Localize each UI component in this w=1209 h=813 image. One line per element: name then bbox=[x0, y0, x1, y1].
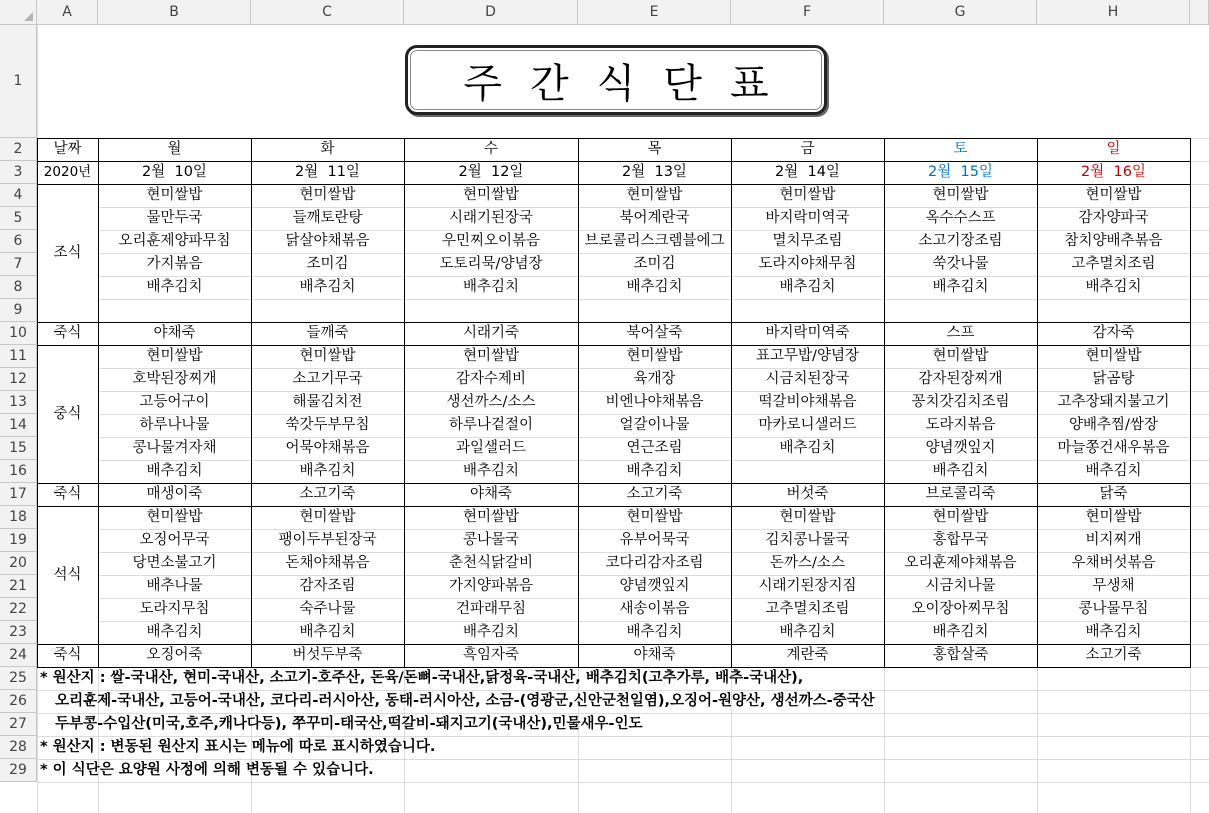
border-h bbox=[37, 184, 1191, 185]
porridge-item-cell[interactable]: 소고기죽 bbox=[299, 486, 356, 503]
dinner-item-cell[interactable]: 무생채 bbox=[1092, 578, 1135, 595]
dinner-item-cell[interactable]: 우채버섯볶음 bbox=[1071, 555, 1156, 572]
breakfast-item-cell[interactable] bbox=[404, 299, 578, 322]
breakfast-item-cell[interactable]: 바지락미역국 bbox=[765, 210, 850, 227]
dinner-item-cell[interactable]: 배추나물 bbox=[146, 578, 203, 595]
lunch-item-cell[interactable]: 하루나겉절이 bbox=[448, 417, 534, 434]
dinner-item-cell[interactable]: 숙주나물 bbox=[299, 601, 356, 618]
lunch-item-cell[interactable]: 배추김치 bbox=[626, 463, 683, 480]
border-v bbox=[98, 138, 99, 668]
row-header-29[interactable]: 29 bbox=[0, 759, 37, 782]
lunch-item-cell[interactable]: 배추김치 bbox=[462, 463, 520, 480]
lunch-item-cell[interactable]: 마카로니샐러드 bbox=[758, 417, 857, 434]
dinner-label-cell[interactable]: 석식 bbox=[53, 566, 82, 583]
day-header-7[interactable]: 일 bbox=[1106, 141, 1121, 158]
row-header-9[interactable]: 9 bbox=[0, 299, 37, 322]
dinner-item-cell[interactable]: 현미쌀밥 bbox=[146, 509, 203, 526]
lunch-item-cell[interactable]: 하루나나물 bbox=[139, 417, 210, 434]
date-label-cell[interactable]: 날짜 bbox=[53, 141, 82, 158]
note-line-3: 두부콩-수입산(미국,호주,캐나다등), 쭈꾸미-태국산,떡갈비-돼지고기(국내산),민물새우-인도 bbox=[40, 716, 643, 733]
dinner-item-cell[interactable]: 돈까스/소스 bbox=[770, 555, 845, 572]
dinner-item-cell[interactable]: 감자조림 bbox=[299, 578, 356, 595]
lunch-item-cell[interactable] bbox=[731, 460, 884, 483]
porridge-label-cell[interactable]: 죽식 bbox=[53, 486, 82, 503]
porridge-item-cell[interactable]: 소고기죽 bbox=[626, 486, 683, 503]
lunch-item-cell[interactable]: 마늘쫑건새우볶음 bbox=[1057, 440, 1170, 457]
row-header-11[interactable]: 11 bbox=[0, 345, 37, 368]
porridge-item-cell[interactable]: 버섯두부죽 bbox=[292, 647, 363, 664]
row-header-17[interactable]: 17 bbox=[0, 483, 37, 506]
row-header-12[interactable]: 12 bbox=[0, 368, 37, 391]
breakfast-item-cell[interactable]: 소고기장조림 bbox=[918, 233, 1003, 250]
lunch-item-cell[interactable]: 소고기무국 bbox=[292, 371, 363, 388]
dinner-item-cell[interactable]: 배추김치 bbox=[299, 624, 356, 641]
porridge-label-cell[interactable]: 죽식 bbox=[53, 647, 82, 664]
note-line-4: * 원산지 : 변동된 원산지 표시는 메뉴에 따로 표시하였습니다. bbox=[40, 739, 436, 756]
row-header-4[interactable]: 4 bbox=[0, 184, 37, 207]
porridge-item-cell[interactable]: 오징어죽 bbox=[146, 647, 203, 664]
porridge-item-cell[interactable]: 시래기죽 bbox=[462, 325, 520, 342]
lunch-item-cell[interactable]: 양념깻잎지 bbox=[925, 440, 996, 457]
date-cell-1[interactable]: 2월 10일 bbox=[142, 164, 207, 181]
porridge-item-cell[interactable]: 감자죽 bbox=[1092, 325, 1135, 342]
breakfast-item-cell[interactable]: 옥수수스프 bbox=[925, 210, 996, 227]
row-header-28[interactable]: 28 bbox=[0, 736, 37, 759]
breakfast-item-cell[interactable]: 배추김치 bbox=[146, 279, 203, 296]
dinner-item-cell[interactable]: 배추김치 bbox=[462, 624, 520, 641]
border-h bbox=[37, 345, 1191, 346]
dinner-item-cell[interactable]: 현미쌀밥 bbox=[299, 509, 356, 526]
lunch-item-cell[interactable]: 현미쌀밥 bbox=[1085, 348, 1142, 365]
column-header-h[interactable]: H bbox=[1037, 0, 1190, 25]
dinner-item-cell[interactable]: 오징어무국 bbox=[139, 532, 210, 549]
row-header-23[interactable]: 23 bbox=[0, 621, 37, 644]
dinner-item-cell[interactable]: 배추김치 bbox=[932, 624, 989, 641]
dinner-item-cell[interactable]: 건파래무침 bbox=[455, 601, 527, 618]
porridge-item-cell[interactable]: 야채죽 bbox=[153, 325, 196, 342]
breakfast-item-cell[interactable]: 배추김치 bbox=[932, 279, 989, 296]
row-header-26[interactable]: 26 bbox=[0, 690, 37, 713]
dinner-item-cell[interactable]: 콩나물무침 bbox=[1078, 601, 1149, 618]
breakfast-item-cell[interactable]: 참치양배추볶음 bbox=[1064, 233, 1163, 250]
dinner-item-cell[interactable]: 시래기된장지짐 bbox=[758, 578, 857, 595]
row-header-13[interactable]: 13 bbox=[0, 391, 37, 414]
border-v bbox=[578, 138, 579, 668]
breakfast-item-cell[interactable]: 쑥갓나물 bbox=[932, 256, 989, 273]
porridge-item-cell[interactable]: 스프 bbox=[946, 325, 975, 342]
border-v bbox=[731, 138, 732, 668]
date-cell-3[interactable]: 2월 12일 bbox=[458, 164, 524, 181]
date-cell-7[interactable]: 2월 16일 bbox=[1081, 164, 1146, 181]
lunch-item-cell[interactable]: 해물김치전 bbox=[292, 394, 363, 411]
dinner-item-cell[interactable]: 홍합무국 bbox=[932, 532, 989, 549]
breakfast-item-cell[interactable]: 배추김치 bbox=[1085, 279, 1142, 296]
lunch-item-cell[interactable]: 호박된장찌개 bbox=[132, 371, 217, 388]
breakfast-item-cell[interactable]: 현미쌀밥 bbox=[779, 187, 836, 204]
merged-mask bbox=[38, 346, 98, 483]
porridge-item-cell[interactable]: 브로콜리죽 bbox=[925, 486, 996, 503]
lunch-item-cell[interactable]: 현미쌀밥 bbox=[146, 348, 203, 365]
dinner-item-cell[interactable]: 도라지무침 bbox=[139, 601, 210, 618]
dinner-item-cell[interactable]: 오이장아찌무침 bbox=[911, 601, 1010, 618]
note-line-5: * 이 식단은 요양원 사정에 의해 변동될 수 있습니다. bbox=[40, 762, 374, 779]
breakfast-item-cell[interactable]: 시래기된장국 bbox=[448, 210, 534, 227]
porridge-item-cell[interactable]: 야채죽 bbox=[633, 647, 676, 664]
row-header-1[interactable]: 1 bbox=[0, 25, 37, 138]
lunch-item-cell[interactable]: 현미쌀밥 bbox=[462, 348, 520, 365]
lunch-item-cell[interactable]: 고등어구이 bbox=[139, 394, 210, 411]
breakfast-item-cell[interactable]: 닭살야채볶음 bbox=[285, 233, 370, 250]
border-h bbox=[37, 161, 1191, 162]
column-header-filler bbox=[1190, 0, 1209, 25]
gridline-h bbox=[37, 782, 1209, 783]
day-header-1[interactable]: 월 bbox=[167, 141, 182, 158]
border-v bbox=[884, 138, 885, 668]
row-header-20[interactable]: 20 bbox=[0, 552, 37, 575]
merged-mask bbox=[38, 507, 98, 644]
lunch-item-cell[interactable]: 쑥갓두부무침 bbox=[285, 417, 370, 434]
lunch-item-cell[interactable]: 배추김치 bbox=[779, 440, 836, 457]
select-all-corner[interactable] bbox=[0, 0, 37, 25]
row-header-2[interactable]: 2 bbox=[0, 138, 37, 161]
dinner-item-cell[interactable]: 새송이볶음 bbox=[619, 601, 690, 618]
lunch-item-cell[interactable]: 현미쌀밥 bbox=[626, 348, 683, 365]
breakfast-item-cell[interactable]: 가지볶음 bbox=[146, 256, 203, 273]
dinner-item-cell[interactable]: 가지양파볶음 bbox=[448, 578, 534, 595]
porridge-item-cell[interactable]: 야채죽 bbox=[469, 486, 513, 503]
breakfast-item-cell[interactable]: 물만두국 bbox=[146, 210, 203, 227]
breakfast-item-cell[interactable] bbox=[251, 299, 404, 322]
porridge-item-cell[interactable]: 닭죽 bbox=[1099, 486, 1128, 503]
lunch-item-cell[interactable]: 배추김치 bbox=[1085, 463, 1142, 480]
column-header-f[interactable]: F bbox=[731, 0, 884, 25]
porridge-item-cell[interactable]: 버섯죽 bbox=[786, 486, 829, 503]
row-header-8[interactable]: 8 bbox=[0, 276, 37, 299]
lunch-label-cell[interactable]: 중식 bbox=[53, 405, 82, 422]
border-h bbox=[37, 483, 1191, 484]
breakfast-item-cell[interactable]: 현미쌀밥 bbox=[932, 187, 989, 204]
row-header-7[interactable]: 7 bbox=[0, 253, 37, 276]
row-header-21[interactable]: 21 bbox=[0, 575, 37, 598]
border-v bbox=[404, 138, 405, 668]
breakfast-item-cell[interactable]: 고추멸치조림 bbox=[1071, 256, 1156, 273]
date-cell-5[interactable]: 2월 14일 bbox=[775, 164, 840, 181]
sheet-title: 주간식단표 bbox=[463, 60, 797, 107]
lunch-item-cell[interactable]: 양배추찜/쌈장 bbox=[1069, 417, 1158, 434]
lunch-item-cell[interactable]: 콩나물겨자채 bbox=[132, 440, 217, 457]
lunch-item-cell[interactable]: 감자수제비 bbox=[455, 371, 527, 388]
row-header-18[interactable]: 18 bbox=[0, 506, 37, 529]
porridge-item-cell[interactable]: 소고기죽 bbox=[1085, 647, 1142, 664]
dinner-item-cell[interactable]: 고추멸치조림 bbox=[765, 601, 850, 618]
lunch-item-cell[interactable]: 떡갈비야채볶음 bbox=[758, 394, 857, 411]
lunch-item-cell[interactable]: 현미쌀밥 bbox=[299, 348, 356, 365]
breakfast-item-cell[interactable]: 조미김 bbox=[306, 256, 349, 273]
breakfast-item-cell[interactable]: 배추김치 bbox=[462, 279, 520, 296]
dinner-item-cell[interactable]: 배추김치 bbox=[626, 624, 683, 641]
breakfast-item-cell[interactable]: 북어계란국 bbox=[619, 210, 690, 227]
column-header-b[interactable]: B bbox=[98, 0, 251, 25]
merged-mask bbox=[38, 185, 98, 322]
dinner-item-cell[interactable]: 현미쌀밥 bbox=[1085, 509, 1142, 526]
lunch-item-cell[interactable]: 표고무밥/양념장 bbox=[756, 348, 859, 365]
lunch-item-cell[interactable]: 배추김치 bbox=[932, 463, 989, 480]
dinner-item-cell[interactable]: 현미쌀밥 bbox=[932, 509, 989, 526]
border-v bbox=[251, 138, 252, 668]
breakfast-label-cell[interactable]: 조식 bbox=[53, 244, 82, 261]
lunch-item-cell[interactable]: 과일샐러드 bbox=[455, 440, 527, 457]
dinner-item-cell[interactable]: 현미쌀밥 bbox=[779, 509, 836, 526]
breakfast-item-cell[interactable]: 현미쌀밥 bbox=[299, 187, 356, 204]
breakfast-item-cell[interactable] bbox=[731, 299, 884, 322]
lunch-item-cell[interactable]: 배추김치 bbox=[146, 463, 203, 480]
breakfast-item-cell[interactable] bbox=[1037, 299, 1190, 322]
breakfast-item-cell[interactable]: 배추김치 bbox=[626, 279, 683, 296]
lunch-item-cell[interactable]: 어묵야채볶음 bbox=[285, 440, 370, 457]
breakfast-item-cell[interactable]: 현미쌀밥 bbox=[462, 187, 520, 204]
breakfast-item-cell[interactable] bbox=[578, 299, 731, 322]
row-header-22[interactable]: 22 bbox=[0, 598, 37, 621]
lunch-item-cell[interactable]: 닭곰탕 bbox=[1092, 371, 1135, 388]
row-header-19[interactable]: 19 bbox=[0, 529, 37, 552]
day-header-6[interactable]: 토 bbox=[953, 141, 968, 158]
dinner-item-cell[interactable]: 배추김치 bbox=[1085, 624, 1142, 641]
breakfast-item-cell[interactable] bbox=[884, 299, 1037, 322]
year-cell[interactable]: 2020년 bbox=[43, 163, 92, 180]
lunch-item-cell[interactable]: 감자된장찌개 bbox=[918, 371, 1003, 388]
dinner-item-cell[interactable]: 배추김치 bbox=[146, 624, 203, 641]
dinner-item-cell[interactable]: 팽이두부된장국 bbox=[278, 532, 377, 549]
day-header-2[interactable]: 화 bbox=[320, 141, 335, 158]
dinner-item-cell[interactable]: 춘천식닭갈비 bbox=[448, 555, 534, 572]
dinner-item-cell[interactable]: 콩나물국 bbox=[462, 532, 520, 549]
lunch-item-cell[interactable]: 시금치된장국 bbox=[765, 371, 850, 388]
lunch-item-cell[interactable]: 고추장돼지불고기 bbox=[1057, 394, 1170, 411]
dinner-item-cell[interactable]: 김치콩나물국 bbox=[765, 532, 850, 549]
breakfast-item-cell[interactable]: 들깨토란탕 bbox=[292, 210, 363, 227]
column-header-g[interactable]: G bbox=[884, 0, 1037, 25]
breakfast-item-cell[interactable]: 감자양파국 bbox=[1078, 210, 1149, 227]
row-header-27[interactable]: 27 bbox=[0, 713, 37, 736]
row-header-5[interactable]: 5 bbox=[0, 207, 37, 230]
lunch-item-cell[interactable]: 비엔나야채볶음 bbox=[605, 394, 704, 411]
column-header-e[interactable]: E bbox=[578, 0, 731, 25]
column-header-a[interactable]: A bbox=[37, 0, 98, 25]
porridge-item-cell[interactable]: 흑임자죽 bbox=[462, 647, 520, 664]
border-h bbox=[37, 506, 1191, 507]
day-header-5[interactable]: 금 bbox=[800, 141, 815, 158]
day-header-4[interactable]: 목 bbox=[647, 141, 662, 158]
border-v bbox=[1190, 138, 1191, 668]
note-line-1: * 원산지 : 쌀-국내산, 현미-국내산, 소고기-호주산, 돈육/돈뼈-국내산,닭정육-국내산, 배추김치(고추가루, 배추-국내산), bbox=[40, 670, 804, 687]
dinner-item-cell[interactable]: 돈채야채볶음 bbox=[285, 555, 370, 572]
porridge-item-cell[interactable]: 들깨죽 bbox=[306, 325, 349, 342]
breakfast-item-cell[interactable]: 현미쌀밥 bbox=[626, 187, 683, 204]
border-v bbox=[1037, 138, 1038, 668]
dinner-item-cell[interactable]: 현미쌀밥 bbox=[462, 509, 520, 526]
porridge-item-cell[interactable]: 계란죽 bbox=[786, 647, 829, 664]
lunch-item-cell[interactable]: 꽁치갓김치조림 bbox=[911, 394, 1010, 411]
row-header-24[interactable]: 24 bbox=[0, 644, 37, 667]
porridge-item-cell[interactable]: 북어살죽 bbox=[626, 325, 683, 342]
dinner-item-cell[interactable]: 유부어묵국 bbox=[619, 532, 690, 549]
date-cell-6[interactable]: 2월 15일 bbox=[928, 164, 993, 181]
breakfast-item-cell[interactable]: 현미쌀밥 bbox=[1085, 187, 1142, 204]
row-header-15[interactable]: 15 bbox=[0, 437, 37, 460]
breakfast-item-cell[interactable]: 현미쌀밥 bbox=[146, 187, 203, 204]
breakfast-item-cell[interactable]: 멸치무조림 bbox=[772, 233, 843, 250]
breakfast-item-cell[interactable]: 배추김치 bbox=[779, 279, 836, 296]
row-header-6[interactable]: 6 bbox=[0, 230, 37, 253]
breakfast-item-cell[interactable]: 오리훈제양파무침 bbox=[118, 233, 231, 250]
dinner-item-cell[interactable]: 현미쌀밥 bbox=[626, 509, 683, 526]
row-header-14[interactable]: 14 bbox=[0, 414, 37, 437]
breakfast-item-cell[interactable]: 브로콜리스크렘블에그 bbox=[584, 233, 725, 250]
lunch-item-cell[interactable]: 연근조림 bbox=[626, 440, 683, 457]
dinner-item-cell[interactable]: 배추김치 bbox=[779, 624, 836, 641]
note-line-2: 오리훈제-국내산, 고등어-국내산, 코다리-러시아산, 동태-러시아산, 소금-(영광군,신안군천일염),오징어-원양산, 생선까스-중국산 bbox=[40, 693, 875, 710]
lunch-item-cell[interactable]: 육개장 bbox=[633, 371, 676, 388]
row-header-16[interactable]: 16 bbox=[0, 460, 37, 483]
row-header-25[interactable]: 25 bbox=[0, 667, 37, 690]
date-cell-2[interactable]: 2월 11일 bbox=[295, 164, 360, 181]
dinner-item-cell[interactable]: 양념깻잎지 bbox=[619, 578, 690, 595]
border-h bbox=[37, 322, 1191, 323]
porridge-item-cell[interactable]: 매생이죽 bbox=[146, 486, 203, 503]
column-header-c[interactable]: C bbox=[251, 0, 404, 25]
column-header-d[interactable]: D bbox=[404, 0, 578, 25]
row-header-3[interactable]: 3 bbox=[0, 161, 37, 184]
lunch-item-cell[interactable]: 생선까스/소스 bbox=[446, 394, 536, 411]
porridge-item-cell[interactable]: 바지락미역죽 bbox=[765, 325, 850, 342]
dinner-item-cell[interactable]: 당면소불고기 bbox=[132, 555, 217, 572]
border-h bbox=[37, 644, 1191, 645]
row-header-10[interactable]: 10 bbox=[0, 322, 37, 345]
day-header-3[interactable]: 수 bbox=[483, 141, 498, 158]
breakfast-item-cell[interactable]: 도라지야채무침 bbox=[758, 256, 857, 273]
date-cell-4[interactable]: 2월 13일 bbox=[622, 164, 687, 181]
porridge-label-cell[interactable]: 죽식 bbox=[53, 325, 82, 342]
breakfast-item-cell[interactable] bbox=[98, 299, 251, 322]
title-box[interactable] bbox=[405, 45, 827, 115]
porridge-item-cell[interactable]: 홍합살죽 bbox=[932, 647, 989, 664]
lunch-item-cell[interactable]: 배추김치 bbox=[299, 463, 356, 480]
lunch-item-cell[interactable]: 얼갈이나물 bbox=[619, 417, 690, 434]
lunch-item-cell[interactable]: 현미쌀밥 bbox=[932, 348, 989, 365]
dinner-item-cell[interactable]: 비지찌개 bbox=[1085, 532, 1142, 549]
breakfast-item-cell[interactable]: 도토리묵/양념장 bbox=[439, 256, 543, 273]
breakfast-item-cell[interactable]: 우민찌오이볶음 bbox=[441, 233, 541, 250]
dinner-item-cell[interactable]: 시금치나물 bbox=[925, 578, 996, 595]
dinner-item-cell[interactable]: 코다리감자조림 bbox=[605, 555, 704, 572]
breakfast-item-cell[interactable]: 조미김 bbox=[633, 256, 676, 273]
border-h bbox=[37, 138, 1191, 139]
dinner-item-cell[interactable]: 오리훈제야채볶음 bbox=[904, 555, 1017, 572]
breakfast-item-cell[interactable]: 배추김치 bbox=[299, 279, 356, 296]
lunch-item-cell[interactable]: 도라지볶음 bbox=[925, 417, 996, 434]
